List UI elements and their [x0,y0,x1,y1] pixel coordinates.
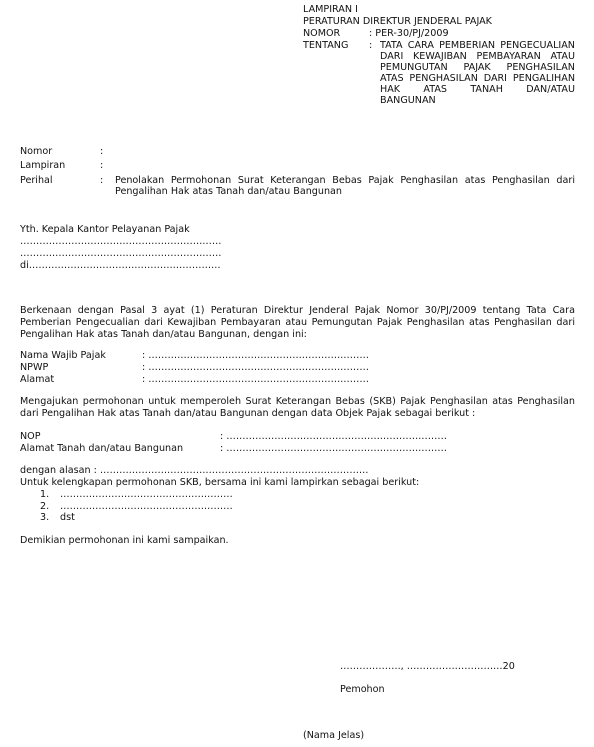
attachment-text: ……………………………………………… [60,501,233,512]
pemohon-label: Pemohon [340,684,385,695]
intro-paragraph: Pemberian Pengecualian dari Kewajiban Pembayaran atau Pemungutan Pajak Penghasilan atas Penghasilan dari [20,317,575,328]
perihal-text: Penolakan Permohonan Surat Keterangan Bebas Pajak Penghasilan atas Penghasilan dari [115,175,575,186]
date-line: ………………., …………………………20 [340,661,515,672]
kelengkapan-line: Untuk kelengkapan permohonan SKB, bersama ini kami lampirkan sebagai berikut: [20,477,420,488]
attachment-text: ……………………………………………… [60,489,233,500]
nama-wajib-pajak-field: : …………………………………………………………… [142,350,369,361]
alasan-line: dengan alasan : ………………………………………………………………………… [20,465,369,476]
addressee-yth: Yth. Kepala Kantor Pelayanan Pajak [20,224,190,235]
header-tentang-line: TATA CARA PEMBERIAN PENGECUALIAN [380,40,575,51]
attachment-number: 3. [40,512,50,523]
perihal-text: Pengalihan Hak atas Tanah dan/atau Bangunan [115,186,343,197]
intro-paragraph: Berkenaan dengan Pasal 3 ayat (1) Peraturan Direktur Jenderal Pajak Nomor 30/PJ/2009 tentang Tata Cara [20,305,575,316]
perihal-label: Perihal [20,175,53,186]
alamat-objek-label: Alamat Tanah dan/atau Bangunan [20,443,184,454]
npwp-field: : …………………………………………………………… [142,362,369,373]
lampiran-colon: : [100,160,104,171]
nomor-label: Nomor [20,146,53,157]
header-lampiran: LAMPIRAN I [303,4,358,15]
nop-label: NOP [20,431,41,442]
nama-jelas-label: (Nama Jelas) [303,730,365,741]
npwp-label: NPWP [20,362,49,373]
nama-wajib-pajak-label: Nama Wajib Pajak [20,350,106,361]
header-nomor-value: : PER-30/PJ/2009 [369,28,449,39]
lampiran-label: Lampiran [20,160,66,171]
header-peraturan: PERATURAN DIREKTUR JENDERAL PAJAK [303,16,492,27]
closing-sentence: Demikian permohonan ini kami sampaikan. [20,535,229,546]
header-tentang-line: BANGUNAN [380,95,436,106]
header-tentang-line: HAK ATAS TANAH DAN/ATAU [380,84,575,95]
request-paragraph: Mengajukan permohonan untuk memperoleh Surat Keterangan Bebas (SKB) Pajak Penghasilan atas Penghasilan [20,396,575,407]
alamat-objek-field: : …………………………………………………………… [220,443,447,454]
header-tentang-colon: : [369,40,373,51]
attachment-text: dst [60,512,75,523]
intro-paragraph: Pengalihan Hak atas Tanah dan/atau Bangunan, dengan ini: [20,329,307,340]
nop-field: : …………………………………………………………… [220,431,447,442]
request-paragraph: dari Pengalihan Hak atas Tanah dan/atau Bangunan dengan data Objek Pajak sebagai berikut : [20,408,476,419]
header-tentang-line: PEMUNGUTAN PAJAK PENGHASILAN [380,62,575,73]
nomor-colon: : [100,146,104,157]
attachment-number: 1. [40,489,50,500]
addressee-line: di…………………………………………………… [20,260,221,271]
header-tentang-line: ATAS PENGHASILAN DARI PENGALIHAN [380,73,575,84]
addressee-line: ……………………………………………………… [20,236,222,247]
perihal-colon: : [100,175,104,186]
alamat-label: Alamat [20,374,55,385]
header-tentang-line: DARI KEWAJIBAN PEMBAYARAN ATAU [380,51,575,62]
header-nomor-label: NOMOR [303,28,341,39]
alamat-field: : …………………………………………………………… [142,374,369,385]
attachment-number: 2. [40,501,50,512]
addressee-line: ……………………………………………………… [20,248,222,259]
header-tentang-label: TENTANG [303,40,349,51]
